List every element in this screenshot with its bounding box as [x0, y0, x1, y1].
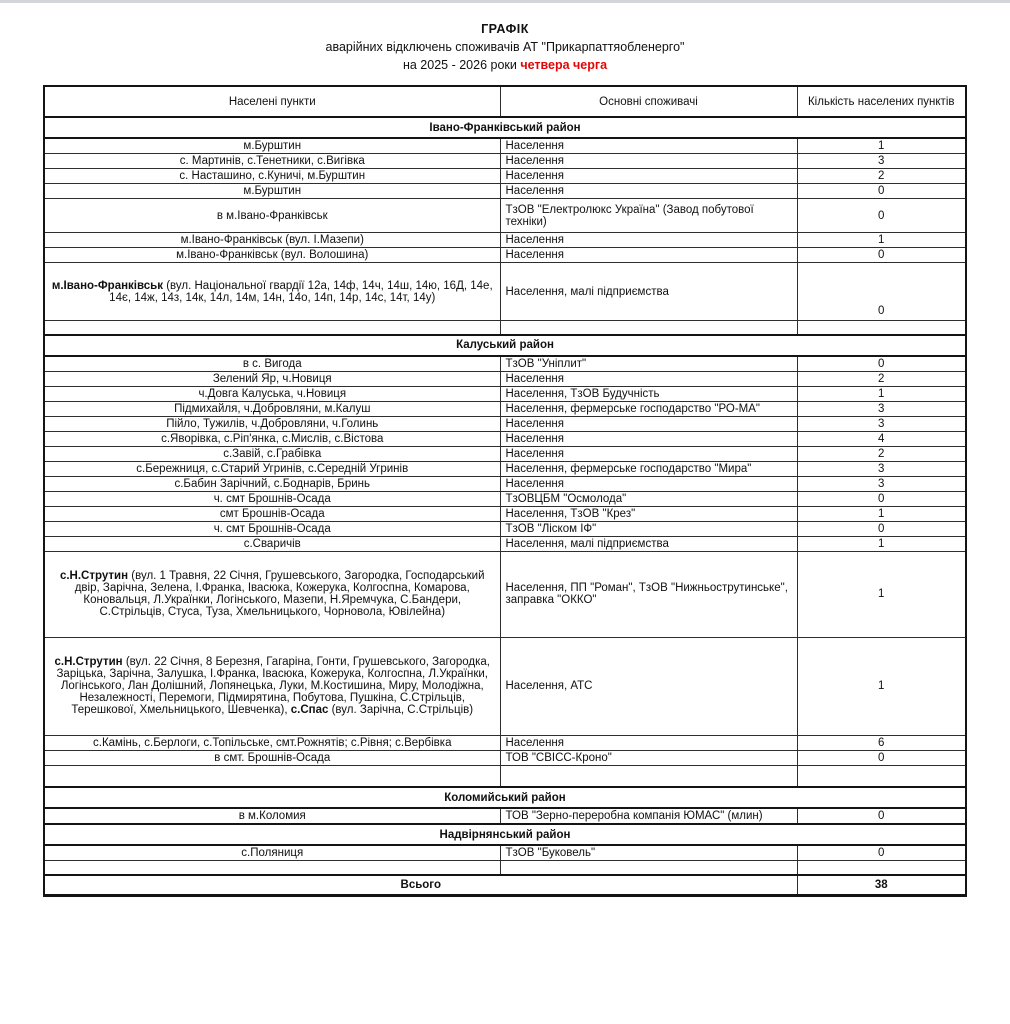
total-row [44, 875, 966, 896]
settlement-text: смт Брошнів-Осада [219, 507, 325, 520]
consumer-cell: Населення, фермерське господарство "РО-МА" [500, 401, 797, 416]
consumer-cell: ТзОВ "Буковель" [500, 845, 797, 861]
count-cell: 0 [797, 491, 966, 506]
settlement-text: ч. смт Брошнів-Осада [213, 522, 331, 535]
document-period-line [0, 56, 1010, 74]
document-header [0, 0, 1010, 74]
settlement-cell [44, 431, 500, 446]
settlement-cell [44, 750, 500, 765]
settlement-cell [44, 521, 500, 536]
column-header-consumers: Основні споживачі [500, 86, 797, 117]
settlement-cell [44, 154, 500, 169]
total-count: 38 [797, 875, 966, 896]
empty-cell [500, 861, 797, 875]
count-cell: 0 [797, 521, 966, 536]
count-cell: 0 [797, 184, 966, 199]
settlement-cell [44, 476, 500, 491]
empty-cell [500, 765, 797, 787]
consumer-cell: ТзОВ "Ліском ІФ" [500, 521, 797, 536]
settlement-cell [44, 416, 500, 431]
table-row [44, 521, 966, 536]
empty-cell [797, 765, 966, 787]
section-row [44, 335, 966, 356]
count-cell: 3 [797, 461, 966, 476]
settlement-text: (вул. 1 Травня, 22 Січня, Грушевського, Загородка, Господарський двір, Зарічна, Зелена, І.Франка, Івасюка, Кожерука, Колгоспна, Комарова, Коновальця, Л.Українки, Логінського, Мазепи, Н.Яремчука, С.Бандери, С.Стрільців, Стуса, Туза, Хмельницького, Чорновола, Ювілейна) [74, 570, 485, 618]
empty-cell [44, 321, 500, 335]
count-cell: 2 [797, 446, 966, 461]
count-cell: 2 [797, 169, 966, 184]
queue-label: четвера черга [520, 58, 608, 72]
count-cell: 0 [797, 248, 966, 263]
count-cell: 3 [797, 476, 966, 491]
consumer-cell: Населення [500, 371, 797, 386]
table-row [44, 637, 966, 735]
spacer-row [44, 861, 966, 875]
settlement-text: в с. Вигода [242, 357, 302, 370]
section-label: Калуський район [44, 335, 966, 356]
consumer-cell: Населення, ТзОВ Будучність [500, 386, 797, 401]
count-cell: 0 [797, 845, 966, 861]
count-cell: 0 [797, 808, 966, 824]
section-label: Івано-Франківський район [44, 117, 966, 138]
settlement-text: с.Бережниця, с.Старий Угринів, с.Середній Угринів [136, 462, 409, 475]
consumer-cell: ТОВ "СВІСС-Кроно" [500, 750, 797, 765]
count-cell: 1 [797, 233, 966, 248]
consumer-cell: Населення [500, 476, 797, 491]
settlement-text: Зелений Яр, ч.Новиця [212, 372, 332, 385]
count-cell: 0 [797, 263, 966, 321]
settlement-text: с.Сваричів [243, 537, 301, 550]
consumer-cell: Населення, малі підприємства [500, 536, 797, 551]
table-row [44, 750, 966, 765]
count-cell: 1 [797, 551, 966, 637]
table-row [44, 356, 966, 372]
table-header-row [44, 86, 966, 117]
settlement-text: в смт. Брошнів-Осада [214, 751, 331, 764]
settlement-text: с.Камінь, с.Берлоги, с.Топільське, смт.Рожнятів; с.Рівня; с.Вербівка [93, 736, 452, 749]
count-cell: 1 [797, 138, 966, 154]
count-cell: 3 [797, 401, 966, 416]
table-row [44, 476, 966, 491]
total-label: Всього [44, 875, 797, 896]
settlement-text: м.Бурштин [243, 185, 302, 197]
table-row [44, 401, 966, 416]
consumer-cell: Населення [500, 138, 797, 154]
count-cell: 0 [797, 750, 966, 765]
settlement-cell [44, 169, 500, 184]
count-cell: 1 [797, 506, 966, 521]
table-row [44, 386, 966, 401]
table-row [44, 138, 966, 154]
settlement-cell [44, 461, 500, 476]
settlement-cell [44, 506, 500, 521]
table-row [44, 845, 966, 861]
settlement-text: м.Івано-Франківськ (вул. І.Мазепи) [180, 234, 364, 246]
settlement-cell [44, 184, 500, 199]
settlement-cell [44, 386, 500, 401]
section-label: Надвірнянський район [44, 824, 966, 845]
count-cell: 1 [797, 386, 966, 401]
table-row [44, 263, 966, 321]
outage-schedule-table [43, 85, 967, 897]
settlement-text: с.Н.Струтин [54, 656, 123, 668]
document-title: ГРАФІК [481, 22, 529, 36]
settlement-cell [44, 536, 500, 551]
empty-cell [797, 321, 966, 335]
consumer-cell: Населення, ТзОВ "Крез" [500, 506, 797, 521]
empty-cell [797, 861, 966, 875]
count-cell: 0 [797, 199, 966, 233]
settlement-cell [44, 845, 500, 861]
consumer-cell: Населення [500, 431, 797, 446]
settlement-text: (вул. Національної гвардії 12а, 14ф, 14ч, 14ш, 14ю, 16Д, 14е, 14є, 14ж, 14з, 14к, 14л, 14м, 14н, 14о, 14п, 14р, 14с, 14т, 14у) [109, 279, 493, 304]
consumer-cell: Населення, ПП "Роман", ТзОВ "Нижньострутинське", заправка "ОККО" [500, 551, 797, 637]
count-cell: 1 [797, 536, 966, 551]
settlement-cell [44, 401, 500, 416]
consumer-cell: Населення [500, 248, 797, 263]
table-row [44, 431, 966, 446]
spacer-row [44, 765, 966, 787]
consumer-cell: ТОВ "Зерно-переробна компанія ЮМАС" (млин) [500, 808, 797, 824]
table-row [44, 808, 966, 824]
consumer-cell: Населення, фермерське господарство "Мира" [500, 461, 797, 476]
settlement-text: с.Бабин Зарічний, с.Боднарів, Бринь [174, 477, 371, 490]
settlement-cell [44, 263, 500, 321]
column-header-settlements: Населені пункти [44, 86, 500, 117]
count-cell: 3 [797, 416, 966, 431]
settlement-cell [44, 233, 500, 248]
column-header-count: Кількість населених пунктів [797, 86, 966, 117]
section-label: Коломийський район [44, 787, 966, 808]
period-text: на 2025 - 2026 роки [402, 58, 521, 72]
consumer-cell: Населення [500, 735, 797, 750]
consumer-cell: Населення [500, 169, 797, 184]
count-cell: 2 [797, 371, 966, 386]
settlement-text: в м.Коломия [238, 810, 306, 822]
settlement-cell [44, 356, 500, 372]
table-row [44, 446, 966, 461]
empty-cell [500, 321, 797, 335]
consumer-cell: Населення [500, 416, 797, 431]
count-cell: 6 [797, 735, 966, 750]
table-row [44, 735, 966, 750]
settlement-cell [44, 446, 500, 461]
settlement-text: ч. смт Брошнів-Осада [213, 492, 331, 505]
settlement-cell [44, 371, 500, 386]
empty-cell [44, 861, 500, 875]
settlement-cell [44, 199, 500, 233]
settlement-text: м.Бурштин [243, 140, 302, 152]
settlement-text: (вул. Зарічна, С.Стрільців) [328, 704, 474, 716]
table-row [44, 506, 966, 521]
consumer-cell: Населення, АТС [500, 637, 797, 735]
table-row [44, 551, 966, 637]
settlement-text: с.Н.Струтин [59, 570, 129, 582]
table-row [44, 536, 966, 551]
settlement-text: с.Поляниця [241, 847, 304, 859]
settlement-text: с.Спас [290, 704, 329, 716]
settlement-text: с.Завій, с.Грабівка [223, 447, 322, 460]
table-row [44, 248, 966, 263]
section-row [44, 117, 966, 138]
settlement-text: с. Насташино, с.Куничі, м.Бурштин [179, 170, 366, 182]
consumer-cell: ТзОВ "Електролюкс Україна" (Завод побутової техніки) [500, 199, 797, 233]
settlement-text: м.Івано-Франківськ (вул. Волошина) [176, 249, 369, 261]
count-cell: 0 [797, 356, 966, 372]
section-row [44, 787, 966, 808]
section-row [44, 824, 966, 845]
spacer-row [44, 321, 966, 335]
settlement-text: ч.Довга Калуська, ч.Новиця [198, 387, 347, 400]
table-row [44, 416, 966, 431]
consumer-cell: Населення [500, 446, 797, 461]
table-row [44, 233, 966, 248]
table-row [44, 491, 966, 506]
page-top-edge [0, 0, 1010, 3]
consumer-cell: Населення [500, 233, 797, 248]
consumer-cell: Населення [500, 154, 797, 169]
empty-cell [44, 765, 500, 787]
consumer-cell: Населення, малі підприємства [500, 263, 797, 321]
settlement-text: с. Мартинів, с.Тенетники, с.Вигівка [179, 155, 365, 167]
table-row [44, 371, 966, 386]
count-cell: 1 [797, 637, 966, 735]
settlement-text: в м.Івано-Франківськ [216, 209, 328, 222]
count-cell: 4 [797, 431, 966, 446]
settlement-text: с.Яворівка, с.Ріп'янка, с.Мислів, с.Вістова [161, 432, 384, 445]
settlement-cell [44, 808, 500, 824]
table-row [44, 184, 966, 199]
settlement-text: м.Івано-Франківськ [51, 279, 164, 292]
consumer-cell: ТзОВ "Уніплит" [500, 356, 797, 372]
table-row [44, 199, 966, 233]
table-row [44, 461, 966, 476]
consumer-cell: ТзОВЦБМ "Осмолода" [500, 491, 797, 506]
consumer-cell: Населення [500, 184, 797, 199]
settlement-cell [44, 735, 500, 750]
table-row [44, 169, 966, 184]
count-cell: 3 [797, 154, 966, 169]
settlement-cell [44, 138, 500, 154]
settlement-text: (вул. 22 Січня, 8 Березня, Гагаріна, Гонти, Грушевського, Загородка, Заріцька, Зарічна, Залушка, І.Франка, Івасюка, Кожерука, Колгоспна, Л.Українки, Логінського, Лан Долішний, Лопянецька, Луки, М.Костишина, Миру, Молодіжна, Незалежності, Перемоги, Підмирятина, Побутова, Пушкіна, С.Стрільців, Терешкової, Хмельницького, Шевченка), [56, 656, 490, 716]
settlement-cell [44, 551, 500, 637]
document-subtitle: аварійних відключень споживачів АТ "Прикарпаттяобленерго" [325, 40, 685, 54]
table-row [44, 154, 966, 169]
settlement-text: Підмихайля, ч.Добровляни, м.Калуш [174, 402, 371, 415]
settlement-cell [44, 637, 500, 735]
settlement-text: Пійло, Тужилів, ч.Добровляни, ч.Голинь [166, 417, 379, 430]
settlement-cell [44, 491, 500, 506]
settlement-cell [44, 248, 500, 263]
